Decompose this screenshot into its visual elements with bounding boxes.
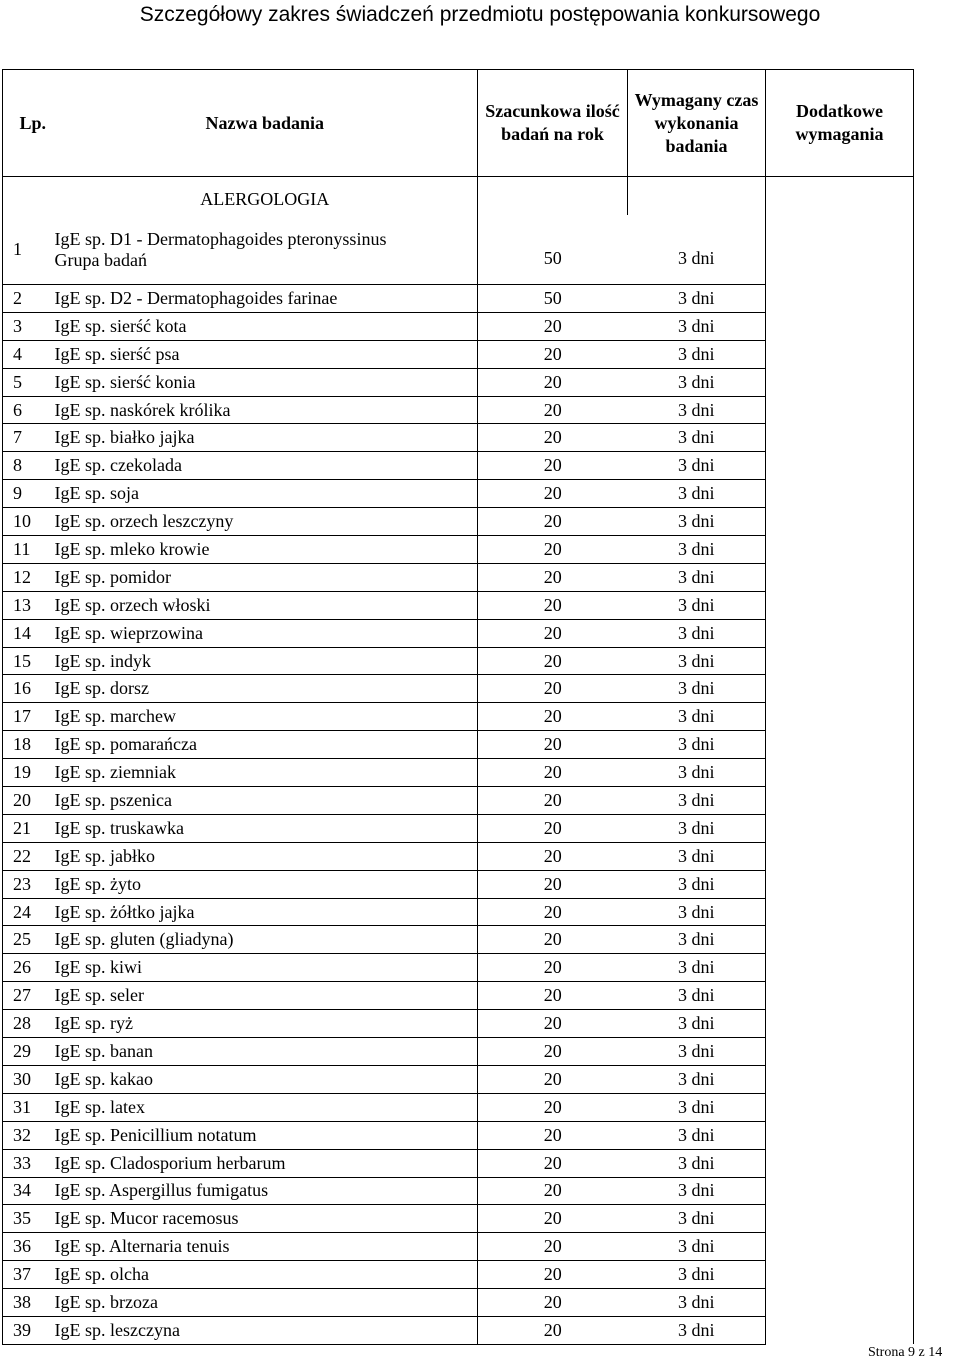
- services-table: [2, 69, 914, 1345]
- row-qty: 20: [478, 536, 628, 564]
- row-no: 26: [3, 954, 53, 982]
- section-qty-cell: [478, 177, 628, 216]
- row-name: IgE sp. leszczyna: [53, 1316, 478, 1344]
- row-name: IgE sp. brzoza: [53, 1289, 478, 1317]
- row-name: IgE sp. gluten (gliadyna): [53, 926, 478, 954]
- row-qty: 20: [478, 954, 628, 982]
- row-time: 3 dni: [628, 508, 766, 536]
- row-time: 3 dni: [628, 368, 766, 396]
- row-time: 3 dni: [628, 675, 766, 703]
- section-row: [3, 177, 914, 216]
- row-time: 3 dni: [628, 703, 766, 731]
- row-no: 19: [3, 759, 53, 787]
- row-time: 3 dni: [628, 898, 766, 926]
- row-qty: 20: [478, 731, 628, 759]
- row-no: 25: [3, 926, 53, 954]
- row-qty: 20: [478, 1205, 628, 1233]
- row-no: 32: [3, 1121, 53, 1149]
- row-no: 38: [3, 1289, 53, 1317]
- row-name: IgE sp. białko jajka: [53, 424, 478, 452]
- row-no: 14: [3, 619, 53, 647]
- row-qty: 50: [478, 215, 628, 285]
- row-name: IgE sp. ziemniak: [53, 759, 478, 787]
- page-title: Szczegółowy zakres świadczeń przedmiotu postępowania konkursowego: [139, 3, 821, 26]
- row-name: IgE sp. sierść psa: [53, 340, 478, 368]
- row-time: 3 dni: [628, 814, 766, 842]
- row-qty: 20: [478, 563, 628, 591]
- row-qty: 20: [478, 703, 628, 731]
- header-qty: Szacunkowa ilość badań na rok: [478, 70, 628, 177]
- row-no: 20: [3, 787, 53, 815]
- header-no: Lp.: [3, 70, 53, 177]
- row-name: IgE sp. indyk: [53, 647, 478, 675]
- page-footer: Strona 9 z 14: [868, 1345, 943, 1360]
- row-name: IgE sp. kiwi: [53, 954, 478, 982]
- row-no: 27: [3, 982, 53, 1010]
- row-no: 11: [3, 536, 53, 564]
- row-name: [53, 215, 478, 285]
- row-time: 3 dni: [628, 1010, 766, 1038]
- row-name: IgE sp. Mucor racemosus: [53, 1205, 478, 1233]
- row-no: 18: [3, 731, 53, 759]
- row-name: IgE sp. żyto: [53, 870, 478, 898]
- section-spacer: [3, 177, 53, 216]
- row-name: IgE sp. czekolada: [53, 452, 478, 480]
- row-qty: 50: [478, 285, 628, 313]
- row-qty: 20: [478, 591, 628, 619]
- row-no: 1: [3, 215, 53, 285]
- row-time: 3 dni: [628, 647, 766, 675]
- row-name: IgE sp. soja: [53, 480, 478, 508]
- row-qty: 20: [478, 870, 628, 898]
- extra-requirements-cell: [766, 177, 914, 1345]
- row-no: 6: [3, 396, 53, 424]
- table-header-row: [3, 70, 914, 177]
- row-qty: 20: [478, 1038, 628, 1066]
- row-time: 3 dni: [628, 340, 766, 368]
- row-qty: 20: [478, 312, 628, 340]
- row-no: 12: [3, 563, 53, 591]
- row-time: 3 dni: [628, 926, 766, 954]
- row-no: 16: [3, 675, 53, 703]
- row-time: 3 dni: [628, 1289, 766, 1317]
- row-name: IgE sp. sierść kota: [53, 312, 478, 340]
- row-no: 28: [3, 1010, 53, 1038]
- row-name: IgE sp. orzech włoski: [53, 591, 478, 619]
- row-name: IgE sp. mleko krowie: [53, 536, 478, 564]
- row-name: IgE sp. Penicillium notatum: [53, 1121, 478, 1149]
- row-name-line2: Grupa badań: [54, 249, 147, 270]
- row-qty: 20: [478, 396, 628, 424]
- row-time: 3 dni: [628, 759, 766, 787]
- row-time: 3 dni: [628, 842, 766, 870]
- row-time: 3 dni: [628, 424, 766, 452]
- row-qty: 20: [478, 1010, 628, 1038]
- row-no: 9: [3, 480, 53, 508]
- row-no: 22: [3, 842, 53, 870]
- row-no: 15: [3, 647, 53, 675]
- row-no: 2: [3, 285, 53, 313]
- row-time: 3 dni: [628, 563, 766, 591]
- row-name: IgE sp. latex: [53, 1093, 478, 1121]
- row-name: IgE sp. banan: [53, 1038, 478, 1066]
- row-time: 3 dni: [628, 1205, 766, 1233]
- row-no: 5: [3, 368, 53, 396]
- row-no: 23: [3, 870, 53, 898]
- row-name: IgE sp. orzech leszczyny: [53, 508, 478, 536]
- row-no: 37: [3, 1261, 53, 1289]
- row-name: IgE sp. pszenica: [53, 787, 478, 815]
- row-no: 4: [3, 340, 53, 368]
- row-no: 39: [3, 1316, 53, 1344]
- row-no: 34: [3, 1177, 53, 1205]
- row-name: IgE sp. wieprzowina: [53, 619, 478, 647]
- row-qty: 20: [478, 1093, 628, 1121]
- row-time: 3 dni: [628, 1038, 766, 1066]
- row-qty: 20: [478, 508, 628, 536]
- row-time: 3 dni: [628, 452, 766, 480]
- row-qty: 20: [478, 926, 628, 954]
- row-no: 21: [3, 814, 53, 842]
- row-time: 3 dni: [628, 1177, 766, 1205]
- row-qty: 20: [478, 1261, 628, 1289]
- row-no: 10: [3, 508, 53, 536]
- row-qty: 20: [478, 759, 628, 787]
- row-qty: 20: [478, 1121, 628, 1149]
- row-no: 3: [3, 312, 53, 340]
- row-qty: 20: [478, 619, 628, 647]
- row-name: IgE sp. truskawka: [53, 814, 478, 842]
- row-qty: 20: [478, 480, 628, 508]
- row-qty: 20: [478, 1316, 628, 1344]
- row-no: 24: [3, 898, 53, 926]
- row-time: 3 dni: [628, 982, 766, 1010]
- row-qty: 20: [478, 424, 628, 452]
- row-name: IgE sp. olcha: [53, 1261, 478, 1289]
- row-qty: 20: [478, 1065, 628, 1093]
- row-no: 7: [3, 424, 53, 452]
- row-qty: 20: [478, 1289, 628, 1317]
- row-time: 3 dni: [628, 215, 766, 285]
- section-label: ALERGOLOGIA: [53, 177, 478, 216]
- row-no: 35: [3, 1205, 53, 1233]
- row-time: 3 dni: [628, 480, 766, 508]
- row-qty: 20: [478, 1149, 628, 1177]
- row-time: 3 dni: [628, 787, 766, 815]
- row-qty: 20: [478, 787, 628, 815]
- row-qty: 20: [478, 898, 628, 926]
- row-time: 3 dni: [628, 1233, 766, 1261]
- row-qty: 20: [478, 1177, 628, 1205]
- row-time: 3 dni: [628, 285, 766, 313]
- row-name: IgE sp. sierść konia: [53, 368, 478, 396]
- row-time: 3 dni: [628, 1261, 766, 1289]
- row-name: IgE sp. pomarańcza: [53, 731, 478, 759]
- row-qty: 20: [478, 1233, 628, 1261]
- row-name: IgE sp. jabłko: [53, 842, 478, 870]
- row-name: IgE sp. naskórek królika: [53, 396, 478, 424]
- row-qty: 20: [478, 675, 628, 703]
- row-name: IgE sp. marchew: [53, 703, 478, 731]
- row-no: 31: [3, 1093, 53, 1121]
- row-time: 3 dni: [628, 1316, 766, 1344]
- row-qty: 20: [478, 814, 628, 842]
- section-time-cell: [628, 177, 766, 216]
- row-time: 3 dni: [628, 312, 766, 340]
- row-time: 3 dni: [628, 731, 766, 759]
- row-time: 3 dni: [628, 591, 766, 619]
- row-name: IgE sp. seler: [53, 982, 478, 1010]
- row-name: IgE sp. Alternaria tenuis: [53, 1233, 478, 1261]
- row-no: 33: [3, 1149, 53, 1177]
- row-time: 3 dni: [628, 1149, 766, 1177]
- row-name: IgE sp. żółtko jajka: [53, 898, 478, 926]
- row-name: IgE sp. Aspergillus fumigatus: [53, 1177, 478, 1205]
- row-qty: 20: [478, 452, 628, 480]
- row-time: 3 dni: [628, 1093, 766, 1121]
- row-name: IgE sp. kakao: [53, 1065, 478, 1093]
- row-no: 13: [3, 591, 53, 619]
- row-no: 29: [3, 1038, 53, 1066]
- row-qty: 20: [478, 842, 628, 870]
- row-time: 3 dni: [628, 396, 766, 424]
- header-name: Nazwa badania: [53, 70, 478, 177]
- row-name: IgE sp. D2 - Dermatophagoides farinae: [53, 285, 478, 313]
- row-time: 3 dni: [628, 870, 766, 898]
- row-name: IgE sp. ryż: [53, 1010, 478, 1038]
- row-name: IgE sp. Cladosporium herbarum: [53, 1149, 478, 1177]
- row-name: IgE sp. pomidor: [53, 563, 478, 591]
- row-name: IgE sp. dorsz: [53, 675, 478, 703]
- row-time: 3 dni: [628, 1121, 766, 1149]
- row-time: 3 dni: [628, 619, 766, 647]
- row-no: 30: [3, 1065, 53, 1093]
- row-qty: 20: [478, 340, 628, 368]
- row-qty: 20: [478, 368, 628, 396]
- row-no: 8: [3, 452, 53, 480]
- header-extra: Dodatkowe wymagania: [766, 70, 914, 177]
- row-qty: 20: [478, 647, 628, 675]
- row-no: 36: [3, 1233, 53, 1261]
- row-qty: 20: [478, 982, 628, 1010]
- row-time: 3 dni: [628, 1065, 766, 1093]
- row-no: 17: [3, 703, 53, 731]
- header-time: Wymagany czas wykonania badania: [628, 70, 766, 177]
- row-time: 3 dni: [628, 536, 766, 564]
- row-name-line1: IgE sp. D1 - Dermatophagoides pteronyssinus: [54, 228, 387, 249]
- row-time: 3 dni: [628, 954, 766, 982]
